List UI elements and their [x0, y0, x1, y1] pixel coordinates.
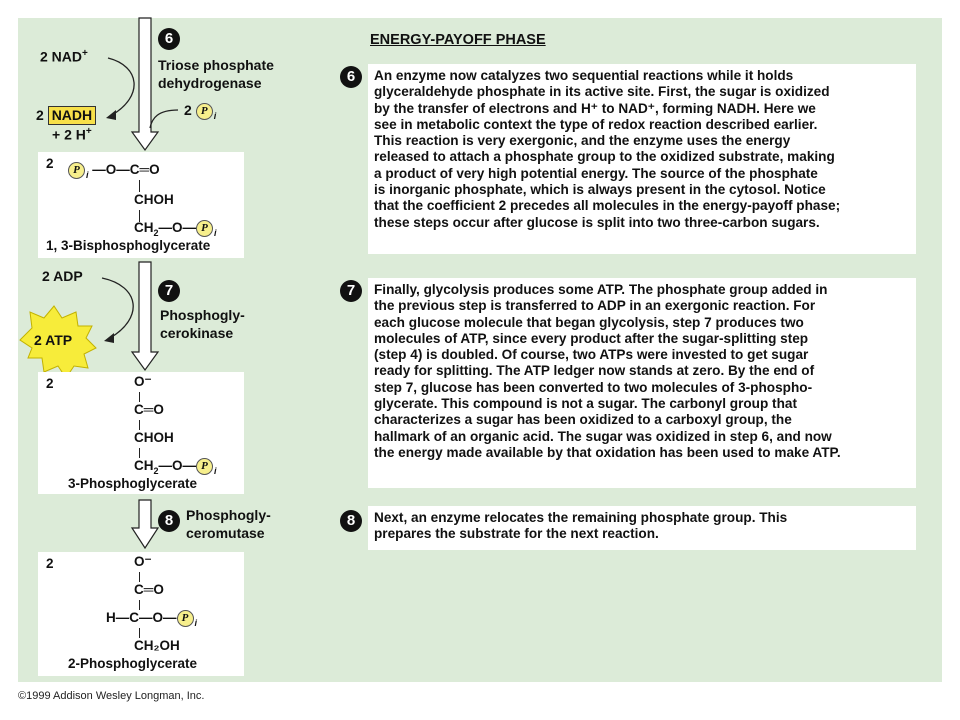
copyright-notice: ©1999 Addison Wesley Longman, Inc. — [18, 690, 205, 702]
step8-main-arrow — [132, 500, 158, 548]
atp-output: 2 ATP — [34, 332, 73, 348]
pg2-carbonyl: C═O — [134, 582, 164, 597]
phosphate-input: 2 P $_i$ — [184, 102, 217, 121]
bpg-top-row: P $_i$ —O—C═O — [68, 162, 160, 180]
pg3-carbonyl: C═O — [134, 402, 164, 417]
step6-description-box — [368, 64, 916, 254]
pg3-ch2-row: $CH_2—O—$ P $_i$ — [134, 458, 217, 476]
enzyme-triose-phosphate-dehydrogenase: Triose phosphate dehydrogenase — [158, 57, 274, 91]
molecule-coefficient: 2 — [46, 556, 54, 571]
molecule-coefficient: 2 — [46, 156, 54, 171]
step7-description: Finally, glycolysis produces some ATP. The phosphate group added in the previous step is transferred to ADP in an exergonic reaction. For each glucose molecule that began glycolysis, step 7 produces two molecules of ATP, since every product after the sugar-splitting step (step 4) is doubled. Of course, two ATPs were invested to get sugar ready for splitting. The ATP ledger now stands at zero. By the end of step 7, glucose has been converted to two molecules of 3-phospho- glycerate. This compound is not a sugar. The carbonyl group that characterizes a sugar has been oxidized to a carboxyl group, the hallmark of an organic acid. The sugar was oxidized in step 6, and now the energy made available by that oxidation has been used to make ATP. — [374, 282, 841, 460]
molecule-box-2-phosphoglycerate — [38, 552, 244, 676]
molecule-box-bisphosphoglycerate — [38, 152, 244, 258]
step8-description-box — [368, 506, 916, 550]
phase-title: ENERGY-PAYOFF PHASE — [370, 32, 546, 48]
adp-arrowhead — [104, 333, 114, 343]
phosphate-icon: P — [68, 162, 85, 179]
nad-input: 2 NAD+ — [40, 48, 88, 65]
desc8-badge: 8 — [340, 510, 362, 532]
step7-badge: 7 — [158, 280, 180, 302]
bpg-choh: CHOH — [134, 192, 174, 207]
molecule-name-3-phosphoglycerate: 3-Phosphoglycerate — [68, 476, 198, 491]
molecule-name-2-phosphoglycerate: 2-Phosphoglycerate — [68, 656, 198, 671]
nadh-highlight: NADH — [48, 106, 96, 125]
desc7-badge: 7 — [340, 280, 362, 302]
molecule-name-bisphosphoglycerate: 1, 3-Bisphosphoglycerate — [46, 238, 211, 253]
bpg-ch2-row: $CH_2—O—$ P $_i$ — [134, 220, 217, 238]
enzyme-phosphoglycerokinase: Phosphogly- cerokinase — [160, 307, 245, 341]
phosphate-icon: P — [196, 458, 213, 475]
step8-description: Next, an enzyme relocates the remaining phosphate group. This prepares the substrate for the next reaction. — [374, 510, 788, 542]
pg2-ch2oh: CH₂OH — [134, 638, 180, 653]
phosphate-icon: P — [196, 103, 213, 120]
desc6-badge: 6 — [340, 66, 362, 88]
adp-input: 2 ADP — [42, 268, 83, 284]
pg2-o-minus: O⁻ — [134, 554, 152, 569]
pg3-o-minus: O⁻ — [134, 374, 152, 389]
phosphate-icon: P — [177, 610, 194, 627]
molecule-box-3-phosphoglycerate — [38, 372, 244, 494]
pi-curve-arrow — [150, 110, 178, 128]
step8-badge: 8 — [158, 510, 180, 532]
nad-arrowhead — [106, 110, 116, 120]
phosphate-icon: P — [196, 220, 213, 237]
nad-curve-arrow — [108, 58, 134, 115]
enzyme-phosphoglyceromutase: Phosphogly- ceromutase — [186, 507, 271, 541]
step6-badge: 6 — [158, 28, 180, 50]
step6-description: An enzyme now catalyzes two sequential reactions while it holds glyceraldehyde phosphate in its active site. First, the sugar is oxidized by the transfer of electrons and H⁺ to NAD⁺, forming NADH. Here we see in metabolic context the type of redox reaction described earlier. This reaction is very exergonic, and the enzyme uses the energy released to attach a phosphate group to the oxidized substrate, making a product of very high potential energy. The source of the phosphate is inorganic phosphate, which is always present in the cytosol. Notice that the coefficient 2 precedes all molecules in the energy-payoff phase; these steps occur after glucose is split into two three-carbon sugars. — [374, 68, 841, 230]
step6-main-arrow — [132, 18, 158, 150]
nadh-output: 2 NADH — [36, 106, 96, 125]
pg2-middle-row: H—C—O— P $_i$ — [106, 610, 198, 628]
h-plus-output: + 2 H+ — [52, 126, 92, 143]
pg3-choh: CHOH — [134, 430, 174, 445]
step7-main-arrow — [132, 262, 158, 370]
molecule-coefficient: 2 — [46, 376, 54, 391]
step7-description-box — [368, 278, 916, 488]
adp-curve-arrow — [102, 278, 133, 338]
